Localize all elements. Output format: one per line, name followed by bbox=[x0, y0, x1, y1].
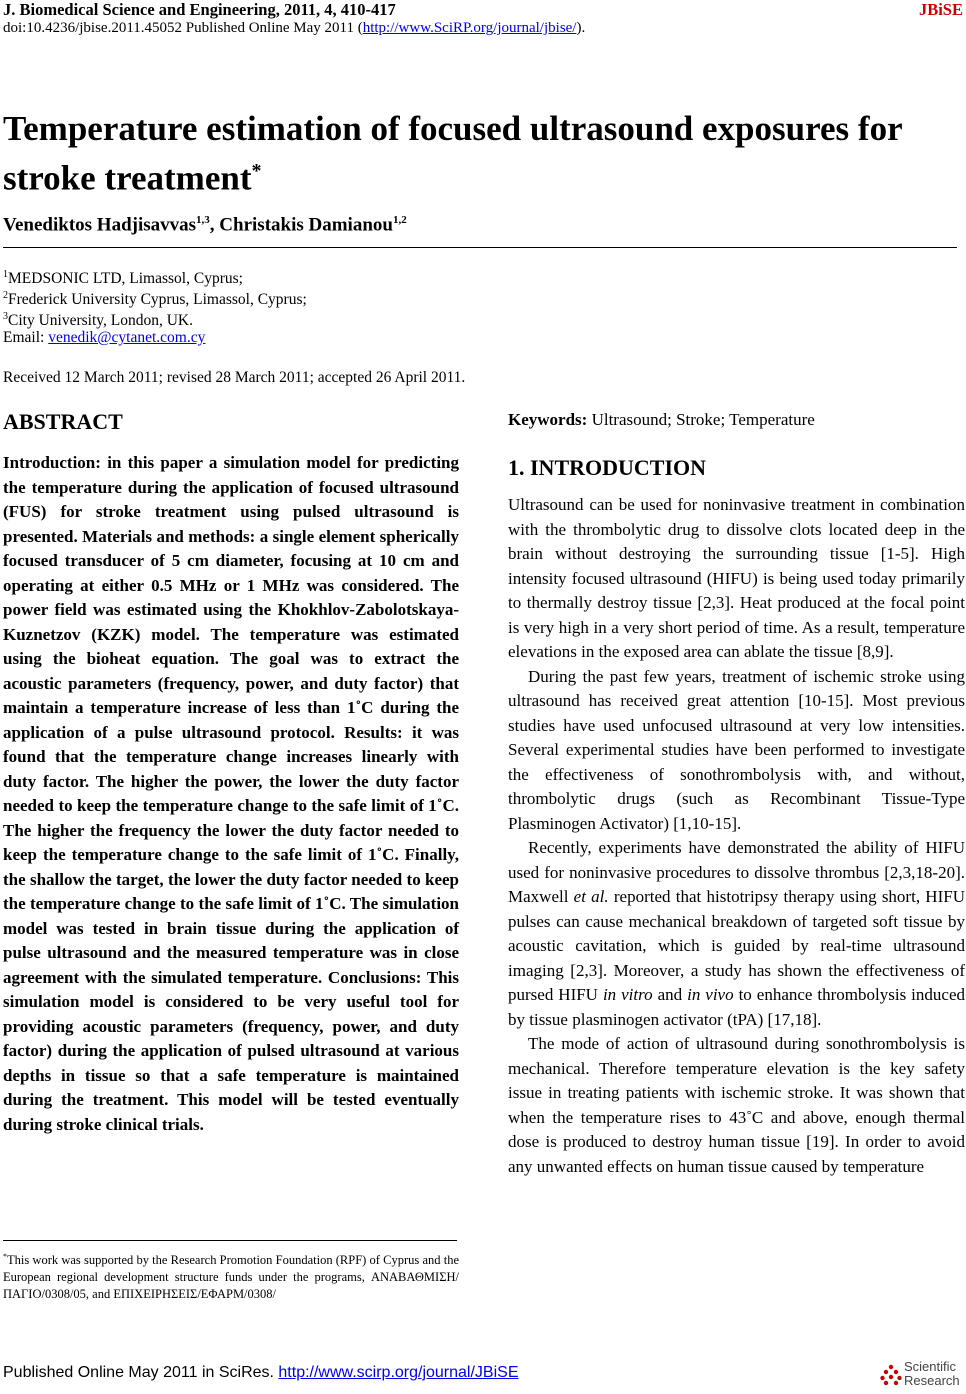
author-name: Christakis Damianou bbox=[219, 214, 393, 236]
footer-journal-link[interactable]: http://www.scirp.org/journal/JBiSE bbox=[278, 1364, 519, 1381]
introduction-body bbox=[508, 493, 965, 1179]
affiliation-text: City University, London, UK. bbox=[8, 312, 193, 330]
journal-tag: JBiSE bbox=[918, 0, 963, 19]
title-footnote-marker: * bbox=[251, 160, 262, 182]
doi-line bbox=[3, 20, 585, 37]
abstract-body: Introduction: in this paper a simulation model for predicting the temperature during the application of focused ultrasound (FUS) for stroke treatment using pulsed ultrasound is presented. Materials and methods: a single element spherically focused transducer of 5 cm diameter, focusing at 10 cm and operating at either 0.5 MHz or 1 MHz was considered. The power field was estimated using the Khokhlov-Zabolotskaya-Kuznetzov (KZK) model. The temperature was estimated using the bioheat equation. The goal was to extract the acoustic parameters (frequency, power, and duty factor) that maintain a temperature increase of less than 1˚C during the application of a pulse ultrasound protocol. Results: it was found that the temperature change increases linearly with duty factor. The higher the power, the lower the duty factor needed to keep the temperature change to the safe limit of 1˚C. The higher the frequency the lower the duty factor needed to keep the temperature change to the safe limit of 1˚C. Finally, the shallow the target, the lower the duty factor needed to keep the temperature change to the safe limit of 1˚C. The simulation model was tested in brain tissue during the application of pulse ultrasound and the measured temperature was in close agreement with the simulated temperature. Conclusions: This simulation model is considered to be very useful tool for providing acoustic parameters (frequency, power, and duty factor) during the application of pulsed ultrasound at various depths in tissue so that a safe temperature is maintained during the treatment. This model will be tested eventually during stroke clinical trials. bbox=[3, 453, 459, 1134]
keywords-label: Keywords: bbox=[508, 410, 588, 429]
affiliation-sup: 1 bbox=[3, 269, 8, 280]
footnote-marker: * bbox=[3, 1252, 7, 1261]
paper-title-text: Temperature estimation of focused ultrasound exposures for stroke treatment bbox=[3, 109, 902, 198]
email-line bbox=[3, 327, 205, 348]
paragraph: During the past few years, treatment of ischemic stroke using ultrasound has received great attention [10-15]. Most previous studies have used unfocused ultrasound at very low intensities. Several experimental studies have been performed to investigate the effectiveness of sonothrombolysis with, and without, thrombolytic drugs (such as Recombinant Tissue-Type Plasminogen Activator) [1,10-15]. bbox=[508, 666, 965, 833]
logo-line: Scientific bbox=[904, 1359, 957, 1374]
logo-mark-icon bbox=[880, 1364, 902, 1388]
text-run: Recently, experiments have demonstrated the ability of HIFU used for noninvasive procedures to dissolve thrombus [2,3,18-20]. Maxwell bbox=[508, 838, 965, 906]
journal-citation: J. Biomedical Science and Engineering, 2011, 4, 410-417 bbox=[3, 0, 396, 19]
journal-url-link[interactable]: http://www.SciRP.org/journal/jbise/ bbox=[362, 20, 577, 36]
keywords-text: Ultrasound; Stroke; Temperature bbox=[587, 410, 815, 429]
author-list bbox=[3, 214, 407, 236]
email-link[interactable]: venedik@cytanet.com.cy bbox=[48, 329, 206, 346]
paragraph bbox=[508, 836, 965, 1032]
paragraph: The mode of action of ultrasound during sonothrombolysis is mechanical. Therefore temperature elevation is the key safety issue in treating patients with ischemic stroke. It was shown that when the temperature rises to 43˚C and above, enough thermal dose is produced to destroy human tissue [19]. In order to avoid any unwanted effects on human tissue caused by temperature bbox=[508, 1034, 965, 1176]
footnote-divider bbox=[3, 1240, 457, 1241]
italic-run: in vitro bbox=[602, 985, 653, 1004]
received-dates: Received 12 March 2011; revised 28 March 2011; accepted 26 April 2011. bbox=[3, 369, 466, 386]
author-affiliation-sup: 1,3 bbox=[196, 214, 210, 226]
footnote-text: This work was supported by the Research Promotion Foundation (RPF) of Cyprus and the European regional development structure funds under the programs, ΑΝΑΒΑΘΜΙΣΗ/ΠΑΓΙΟ/0308/05, and ΕΠΙΧΕΙΡΗΣΕΙΣ/ΕΦΑΡΜ/0308/ bbox=[3, 1253, 459, 1302]
affiliation-text: Frederick University Cyprus, Limassol, Cyprus; bbox=[8, 291, 307, 309]
text-run: reported that histotripsy therapy using short, HIFU pulses can cause mechanical breakdown of targeted soft tissue by acoustic cavitation, which is guided by real-time ultrasound imaging [2,3]. Moreover, a study has shown the effectiveness of pursed HIFU bbox=[508, 887, 965, 1004]
footer-text: Published Online May 2011 in SciRes. bbox=[3, 1364, 279, 1381]
doi-tail: ). bbox=[576, 20, 586, 36]
author-separator: , bbox=[209, 214, 220, 236]
italic-run: et al. bbox=[573, 887, 609, 906]
funding-footnote bbox=[3, 1248, 459, 1303]
paper-title bbox=[3, 108, 958, 200]
logo-line: Research bbox=[904, 1373, 960, 1388]
abstract-heading: ABSTRACT bbox=[3, 409, 123, 434]
italic-run: in vivo bbox=[687, 985, 734, 1004]
publisher-footer bbox=[3, 1364, 519, 1382]
author-name: Venediktos Hadjisavvas bbox=[3, 214, 197, 236]
affiliation-text: MEDSONIC LTD, Limassol, Cyprus; bbox=[8, 270, 243, 288]
logo-wordmark bbox=[904, 1360, 960, 1388]
section-heading-introduction: 1. INTRODUCTION bbox=[508, 455, 707, 480]
affiliation-sup: 3 bbox=[3, 311, 8, 322]
text-run: and bbox=[652, 985, 688, 1004]
paragraph: Ultrasound can be used for noninvasive treatment in combination with the thrombolytic drug to dissolve clots located deep in the brain without destroying the surrounding tissue [1-5]. High intensity focused ultrasound (HIFU) is being used today primarily to thermally destroy tissue [2,3]. Heat produced at the focal point is very high in a very short period of time. As a result, temperature elevations in the exposed area can ablate the tissue [8,9]. bbox=[508, 495, 965, 661]
text-run: to enhance thrombolysis induced by tissue plasminogen activator (tPA) [17,18]. bbox=[508, 985, 965, 1029]
email-label: Email: bbox=[3, 329, 49, 346]
affiliation-sup: 2 bbox=[3, 290, 8, 301]
scientific-research-logo bbox=[880, 1360, 964, 1392]
author-affiliation-sup: 1,2 bbox=[392, 214, 407, 226]
header-divider bbox=[3, 247, 957, 248]
keywords-line bbox=[508, 410, 815, 430]
doi-text: doi:10.4236/jbise.2011.45052 Published Online May 2011 ( bbox=[3, 20, 363, 36]
